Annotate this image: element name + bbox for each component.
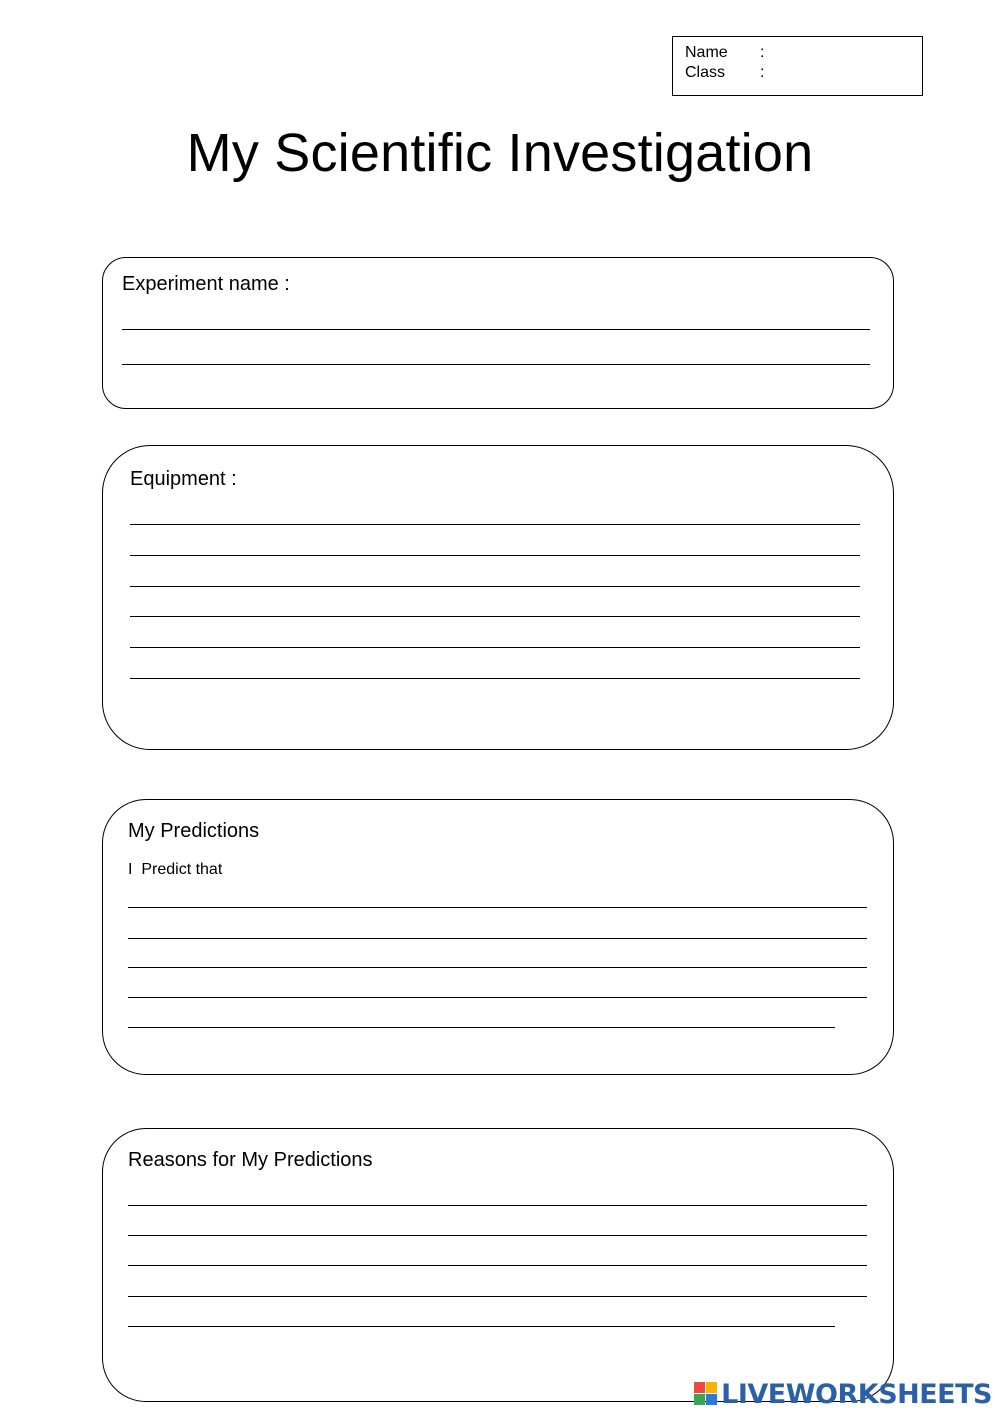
predictions-prompt: I Predict that	[128, 861, 223, 878]
predictions-label: My Predictions	[128, 820, 260, 842]
liveworksheets-text: LIVEWORKSHEETS	[721, 1378, 992, 1410]
equipment-line[interactable]	[130, 616, 860, 617]
class-label: Class	[685, 64, 726, 81]
predictions-line[interactable]	[128, 938, 867, 939]
equipment-label: Equipment :	[130, 468, 237, 490]
liveworksheets-logo-icon	[694, 1382, 718, 1406]
class-row	[685, 64, 764, 82]
name-row	[685, 44, 764, 62]
equipment-line[interactable]	[130, 524, 860, 525]
equipment-line[interactable]	[130, 586, 860, 587]
class-separator: :	[760, 64, 765, 81]
reasons-label: Reasons for My Predictions	[128, 1149, 373, 1171]
student-info-box	[672, 36, 923, 96]
reasons-line[interactable]	[128, 1326, 835, 1327]
experiment-name-label: Experiment name :	[122, 273, 290, 295]
equipment-line[interactable]	[130, 647, 860, 648]
reasons-line[interactable]	[128, 1296, 867, 1297]
experiment-name-line[interactable]	[122, 364, 870, 365]
equipment-line[interactable]	[130, 678, 860, 679]
reasons-line[interactable]	[128, 1235, 867, 1236]
predictions-line[interactable]	[128, 1027, 835, 1028]
name-separator: :	[760, 44, 765, 61]
name-label: Name	[685, 44, 728, 61]
reasons-line[interactable]	[128, 1205, 867, 1206]
page-title: My Scientific Investigation	[186, 123, 814, 183]
liveworksheets-watermark	[694, 1379, 992, 1409]
reasons-line[interactable]	[128, 1265, 867, 1266]
experiment-name-line[interactable]	[122, 329, 870, 330]
predictions-line[interactable]	[128, 967, 867, 968]
predictions-line[interactable]	[128, 907, 867, 908]
equipment-line[interactable]	[130, 555, 860, 556]
predictions-line[interactable]	[128, 997, 867, 998]
